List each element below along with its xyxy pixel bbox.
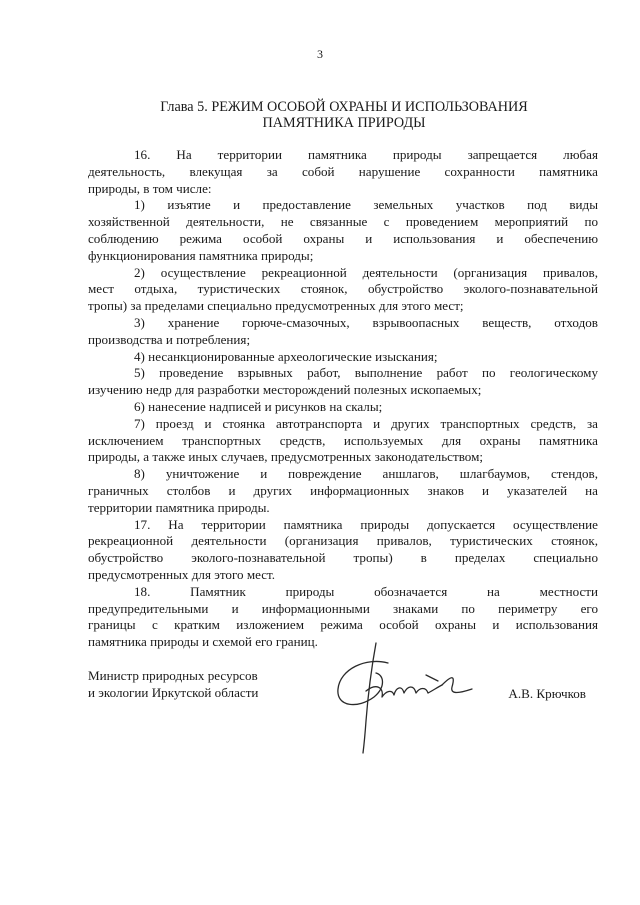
paragraph-16 bbox=[88, 147, 598, 197]
text-line: деятельность, влекущая за собой нарушение сохранности памятника bbox=[88, 163, 598, 179]
text-line: обустройство эколого-познавательной тропы) в пределах специально bbox=[88, 550, 598, 566]
text-line: 7) проезд и стоянка автотранспорта и других транспортных средств, за bbox=[134, 415, 598, 431]
text-line: изучению недр для разработки месторождений полезных ископаемых; bbox=[88, 382, 482, 398]
text-line: 3) хранение горюче-смазочных, взрывоопасных веществ, отходов bbox=[134, 314, 598, 330]
text-line: 6) нанесение надписей и рисунков на скалы; bbox=[134, 398, 383, 414]
signer-name: А.В. Крючков bbox=[508, 686, 586, 701]
list-item-6 bbox=[88, 399, 598, 416]
page-number: 3 bbox=[317, 47, 323, 61]
text-line: природы, а также иных случаев, предусмотренных законодательством; bbox=[88, 449, 484, 465]
handwritten-signature bbox=[326, 635, 476, 755]
list-item-2 bbox=[88, 265, 598, 315]
list-item-1 bbox=[88, 197, 598, 264]
text-line: территории памятника природы. bbox=[88, 499, 270, 515]
signer-title bbox=[88, 667, 258, 701]
list-item-7 bbox=[88, 416, 598, 466]
text-line: производства и потребления; bbox=[88, 331, 251, 347]
signer-title-line-1: Министр природных ресурсов bbox=[88, 668, 258, 683]
text-line: 4) несанкционированные археологические изыскания; bbox=[134, 348, 438, 364]
text-line: 18. Памятник природы обозначается на местности bbox=[134, 583, 598, 599]
text-line: соблюдению режима особой охраны и использования и обеспечению bbox=[88, 230, 598, 246]
text-line: 1) изъятие и предоставление земельных участков под виды bbox=[134, 197, 598, 213]
list-item-4 bbox=[88, 349, 598, 366]
paragraph-17 bbox=[88, 517, 598, 584]
text-line: мест отдыха, туристических стоянок, обустройство эколого-познавательной bbox=[88, 281, 598, 297]
text-line: хозяйственной деятельности, не связанные с проведением мероприятий по bbox=[88, 214, 598, 230]
text-line: граничных столбов и других информационных знаков и указателей на bbox=[88, 482, 598, 498]
signature-block bbox=[88, 667, 598, 757]
text-line: 2) осуществление рекреационной деятельности (организация привалов, bbox=[134, 264, 598, 280]
text-line: рекреационной деятельности (организация привалов, туристических стоянок, bbox=[88, 533, 598, 549]
text-line: природы, в том числе: bbox=[88, 180, 212, 196]
text-line: тропы) за пределами специально предусмотренных для этого мест; bbox=[88, 298, 464, 314]
chapter-title bbox=[90, 99, 598, 131]
text-line: 5) проведение взрывных работ, выполнение работ по геологическому bbox=[134, 365, 598, 381]
text-line: границы с кратким изложением режима особой охраны и использования bbox=[88, 617, 598, 633]
text-line: предупредительными и информационными знаками по периметру его bbox=[88, 600, 598, 616]
text-line: функционирования памятника природы; bbox=[88, 247, 314, 263]
text-line: 17. На территории памятника природы допускается осуществление bbox=[134, 516, 598, 532]
chapter-title-line-1: Глава 5. РЕЖИМ ОСОБОЙ ОХРАНЫ И ИСПОЛЬЗОВАНИЯ bbox=[160, 99, 528, 115]
text-line: 8) уничтожение и повреждение аншлагов, шлагбаумов, стендов, bbox=[134, 466, 598, 482]
list-item-8 bbox=[88, 466, 598, 516]
text-line: предусмотренных для этого мест. bbox=[88, 566, 276, 582]
chapter-title-line-2: ПАМЯТНИКА ПРИРОДЫ bbox=[262, 115, 426, 131]
text-line: 16. На территории памятника природы запрещается любая bbox=[134, 147, 598, 162]
list-item-5 bbox=[88, 365, 598, 399]
signer-title-line-2: и экологии Иркутской области bbox=[88, 685, 259, 700]
chapter-body bbox=[88, 147, 598, 651]
list-item-3 bbox=[88, 315, 598, 349]
text-line: памятника природы и схемой его границ. bbox=[88, 634, 318, 650]
text-line: исключением транспортных средств, используемых для охраны памятника bbox=[88, 432, 598, 448]
